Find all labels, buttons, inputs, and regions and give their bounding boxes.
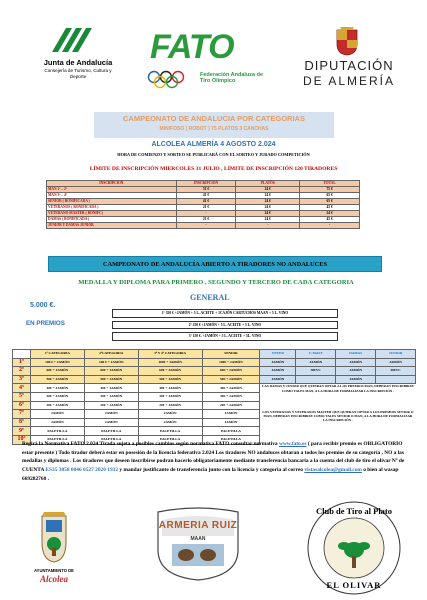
- event-date: ALCOLEA ALMERÍA 4 AGOSTO 2.024: [151, 141, 276, 148]
- fees-value: 51 €: [176, 187, 236, 193]
- fees-value: -: [176, 223, 236, 229]
- fees-header-cell: TOTAL: [300, 181, 360, 187]
- fees-header-cell: PLATOS: [236, 181, 300, 187]
- prize-cell: 50€ + JAMÓN: [138, 375, 202, 384]
- prize-cell: 100€ + JAMÓN: [138, 358, 202, 367]
- prize-cell: JAMÓN: [260, 375, 296, 384]
- general-prize-line: 1º 350 € +JAMÓN + 5 L. ACEITE + 1CAJÓN CARTUCHOS MAAN + 5 L. VINO: [112, 309, 338, 318]
- footer-regulations: [22, 440, 412, 484]
- email-link[interactable]: vistasalcolea@gmail.com: [304, 467, 362, 474]
- prize-cell: PALETILLA: [202, 427, 260, 436]
- start-time-note: HORA DE COMIENZO Y SORTEO SE PUBLICARÁ CON EL SORTEO Y JURADO COMPETICIÓN: [117, 152, 310, 157]
- fato-logo-text: FATO: [150, 28, 234, 66]
- prize-cell: 20€ + JAMÓN: [138, 401, 202, 410]
- prizes-row: [13, 384, 416, 393]
- prize-cell: 30€ + JAMÓN: [138, 392, 202, 401]
- footer-text-4: o bien al wasap 669282760 .: [22, 467, 399, 482]
- fees-value: 45 €: [300, 217, 360, 223]
- prize-cell: 100 € + JAMÓN: [30, 358, 84, 367]
- prize-cell: PALETILLA: [84, 435, 138, 444]
- general-prizes: [112, 309, 338, 341]
- prizes-header-cell: 3ª Y 4ª CATEGORIA: [138, 350, 202, 359]
- ayuntamiento-logo: [14, 512, 94, 592]
- armeria-ruiz-logo: [138, 506, 258, 582]
- championship-banner: [94, 112, 334, 138]
- rank-cell: 3º: [13, 375, 31, 384]
- club-el-olivar-logo: [300, 500, 408, 596]
- diputacion-logo: [290, 26, 408, 92]
- fees-category: MAN 1ª – 2ª: [47, 187, 177, 193]
- prize-cell: 40€ + JAMÓN: [84, 384, 138, 393]
- armeria-name: ARMERIA RUIZ: [158, 520, 238, 531]
- town-shield-icon: [34, 512, 74, 564]
- prize-cell: 50€ + JAMÓN: [202, 375, 260, 384]
- prize-cell: 100€ + JAMÓN: [202, 358, 260, 367]
- prizes-header-cell: DAMAS: [336, 350, 376, 359]
- fato-link[interactable]: www.fato.es: [278, 441, 307, 447]
- prizes-header-cell: 2ªCATEGORIA: [84, 350, 138, 359]
- prize-cell: 20€ + JAMÓN: [202, 401, 260, 410]
- prize-cell: 30€ + JAMÓN: [30, 392, 84, 401]
- fees-value: -: [300, 223, 360, 229]
- prizes-row: [13, 410, 416, 419]
- fees-header-cell: INSCRIPCIÓN: [176, 181, 236, 187]
- prizes-header-cell: VETER: [260, 350, 296, 359]
- corner-cell: [13, 350, 31, 359]
- fees-category: MAN 3ª – 4ª: [47, 193, 177, 199]
- bank-account: ES35 3058 0046 0527 2020 1932: [45, 467, 119, 474]
- registration-deadline: LÍMITE DE INSCRIPCIÓN MIERCOLES 31 JULIO , LÍMITE DE INSCRIPCIÓN 120 TIRADORES: [89, 166, 338, 172]
- armeria-shield-icon: [138, 506, 258, 582]
- prize-cell: PALETILLA: [30, 435, 84, 444]
- prize-cell: PALETILLA: [138, 427, 202, 436]
- prize-cell: JAMÓN: [260, 358, 296, 367]
- rank-cell: 5º: [13, 392, 31, 401]
- rank-cell: 2º: [13, 367, 31, 376]
- town-name: Alcolea: [40, 574, 68, 584]
- fees-value: 21 €: [176, 217, 236, 223]
- footer-text-3: y mandar justificante de transferencia junto con la licencia y categoria al correo: [118, 467, 305, 474]
- rank-cell: 4º: [13, 384, 31, 393]
- prize-cell: JAMÓN: [336, 358, 376, 367]
- fees-value: 24 €: [236, 193, 300, 199]
- prize-cell: [376, 375, 416, 384]
- fees-category: JUNIOR Y DAMAS JUNIOR: [47, 223, 177, 229]
- medal-line: MEDALLA Y DIPLOMA PARA PRIMERO , SEGUNDO Y TERCERO DE CADA CATEGORIA: [78, 279, 354, 286]
- fees-row: [47, 223, 360, 229]
- prize-cell: PALETILLA: [30, 427, 84, 436]
- junta-emblem-icon: [50, 26, 94, 54]
- prize-cell: 20€ + JAMÓN: [30, 401, 84, 410]
- prizes-header-cell: JUNIOR: [376, 350, 416, 359]
- fees-value: 45 €: [300, 205, 360, 211]
- rank-cell: 6º: [13, 401, 31, 410]
- prize-cell: 60€ + JAMÓN: [84, 367, 138, 376]
- en-premios-label: EN PREMIOS: [26, 320, 65, 327]
- prize-cell: 60€ + JAMÓN: [202, 367, 260, 376]
- fees-value: 65 €: [300, 199, 360, 205]
- prize-cell: JAMÓN: [296, 358, 336, 367]
- club-top-text: Club de Tiro al Plato: [315, 506, 393, 516]
- prize-cell: JAMÓN: [376, 358, 416, 367]
- fees-value: 24 €: [236, 205, 300, 211]
- prize-cell: JAMÓN: [30, 418, 84, 427]
- fees-value: 21 €: [176, 205, 236, 211]
- club-bottom-text: EL OLIVAR: [326, 580, 382, 590]
- banner-title: CAMPEONATO DE ANDALUCIA POR CATEGORIAS: [123, 114, 305, 123]
- fees-value: -: [176, 211, 236, 217]
- rank-cell: 10º: [13, 435, 31, 444]
- fees-category: SENIOR ( BONIFICADA ): [47, 199, 177, 205]
- prize-cell: 40€ + JAMÓN: [30, 384, 84, 393]
- fato-subtitle: Federación Andaluza de Tiro Olímpico: [200, 72, 264, 84]
- prize-cell: 60€ + JAMÓN: [30, 367, 84, 376]
- fees-category: VETERANO MASTER ( BONIFC): [47, 211, 177, 217]
- rank-cell: 8º: [13, 418, 31, 427]
- prize-cell: 50€ + JAMÓN: [84, 375, 138, 384]
- prize-cell: JAMÓN: [336, 375, 376, 384]
- prize-cell: 30€VC: [376, 367, 416, 376]
- prize-cell: PALETILLA: [202, 435, 260, 444]
- prize-cell: JAMÓN: [84, 410, 138, 419]
- prize-cell: [296, 375, 336, 384]
- prize-amount: 5.000 €.: [30, 302, 56, 309]
- fees-value: 75 €: [300, 187, 360, 193]
- fees-value: 24 €: [300, 211, 360, 217]
- rank-cell: 1º: [13, 358, 31, 367]
- fees-table: [46, 180, 360, 229]
- fees-category: VETERANOS ( BONIFICADA ): [47, 205, 177, 211]
- prize-cell: 20€ + JAMÓN: [84, 401, 138, 410]
- diputacion-line2: DE ALMERÍA: [302, 74, 396, 88]
- rank-cell: 7º: [13, 410, 31, 419]
- prize-cell: 40€ + JAMÓN: [202, 384, 260, 393]
- open-title: CAMPEONATO DE ANDALUCÍA ABIERTO A TIRADORES NO ANDALUCES: [102, 261, 328, 268]
- fees-header-cell: INSCRIPCIÓN: [47, 181, 177, 187]
- coat-of-arms-icon: [334, 26, 360, 56]
- fees-value: 24 €: [236, 217, 300, 223]
- fees-value: 41 €: [176, 193, 236, 199]
- diputacion-line1: DIPUTACIÓN: [304, 58, 394, 73]
- prize-cell: 30€ + JAMÓN: [84, 392, 138, 401]
- prize-cell: 30€ + JAMÓN: [202, 392, 260, 401]
- prizes-header-cell: 1ª CATEGORIA: [30, 350, 84, 359]
- veteranos-note: LOS VETERANOS Y VETERANOS MASTER QUE QUIERAN OPTAR A LOS PREMIOS SENIOR O MAN, DEBERAN INSCRIBIRSE COMO TALES SENIOR O MAN, A LA HORA DE FORMALIZAR LA INSCRIPCIÓN .: [262, 409, 414, 423]
- fees-value: 65 €: [300, 193, 360, 199]
- damas-junior-note: LAS DAMAS Y JUNIOR QUE QUIERAN OPTAR A LOS PREMIOS MAN, DEBERAN INSCRIBIRSE COMO TALES MAN, A LA HORA DE FORMALIZAR LA INSCRIPCIÓN .: [262, 384, 414, 393]
- footer-text-1: Regirá la Normativa FATO 2.024 Tirada sujeta a posibles cambios según normativa FATO consultar normativa: [22, 441, 278, 447]
- prize-cell: 100 € + JAMÓN: [84, 358, 138, 367]
- prizes-row: [13, 358, 416, 367]
- fees-value: 41 €: [176, 199, 236, 205]
- fees-value: 24 €: [236, 211, 300, 217]
- prize-cell: JAMÓN: [138, 418, 202, 427]
- rank-cell: 9º: [13, 427, 31, 436]
- banner-subtitle: MINIFOSO ( ROBOT ) 75 PLATOS 3 CANCHAS: [159, 126, 269, 132]
- junta-subtitle: Consejería de Turismo, Cultura y Deporte: [44, 68, 112, 79]
- fees-value: 24 €: [236, 187, 300, 193]
- prize-cell: 50€ + JAMÓN: [30, 375, 84, 384]
- prizes-row: [13, 367, 416, 376]
- maan-label: MAAN: [190, 536, 206, 542]
- prize-cell: JAMÓN: [138, 410, 202, 419]
- prize-cell: JAMÓN: [84, 418, 138, 427]
- prize-cell: JAMÓN: [202, 418, 260, 427]
- prize-cell: JAMÓN: [336, 367, 376, 376]
- prizes-header-cell: SENIOR: [202, 350, 260, 359]
- general-label: GENERAL: [190, 293, 230, 302]
- note-cell-2: [260, 410, 416, 444]
- fato-logo: [140, 28, 280, 94]
- prizes-header-cell: V. MAST: [296, 350, 336, 359]
- general-prize-line: 3º 150 €. +JAMÓN + 5 L. ACEITE + 5L. VINO: [112, 332, 338, 341]
- fees-value: 24 €: [236, 199, 300, 205]
- note-cell-1: [260, 384, 416, 410]
- prize-cell: 60€ + JAMÓN: [138, 367, 202, 376]
- prize-cell: 40€ + JAMÓN: [138, 384, 202, 393]
- olympic-rings-icon: [146, 70, 198, 90]
- junta-logo: [28, 26, 128, 92]
- prize-cell: JAMÓN: [202, 410, 260, 419]
- junta-title: Junta de Andalucía: [43, 58, 113, 67]
- prize-cell: PALETILLA: [138, 435, 202, 444]
- fees-value: -: [236, 223, 300, 229]
- fees-category: DAMAS ( BONIFICADA ): [47, 217, 177, 223]
- prizes-table: [12, 349, 416, 445]
- open-championship-banner: [48, 256, 382, 272]
- prize-cell: JAMÓN: [30, 410, 84, 419]
- prize-cell: PALETILLA: [84, 427, 138, 436]
- prizes-header-row: [13, 350, 416, 359]
- footer-text-2: ( para recibir premio es OBLIGATORIO estar presente ) Todo tirador deberá estar en posesión de la licencia federativa 2.024 Los tiradores NO andaluces obtaran a todos los premios de su categoría , NO a las medallas y diplomas . Los tiradores que deseen inscribirse podran hacerlo obligatoriamente mediante transferencia bancaria a la cuenta del club de tiro el olivar Nº de CUENTA: [22, 441, 405, 474]
- prizes-row: [13, 375, 416, 384]
- prize-cell: 30€VC: [296, 367, 336, 376]
- prize-cell: JAMÓN: [260, 367, 296, 376]
- ayuntamiento-label: AYUNTAMIENTO DE: [34, 568, 74, 573]
- general-prize-line: 2º 250 € +JAMÓN + 5 L. ACEITE + 5 L. VINO: [112, 321, 338, 330]
